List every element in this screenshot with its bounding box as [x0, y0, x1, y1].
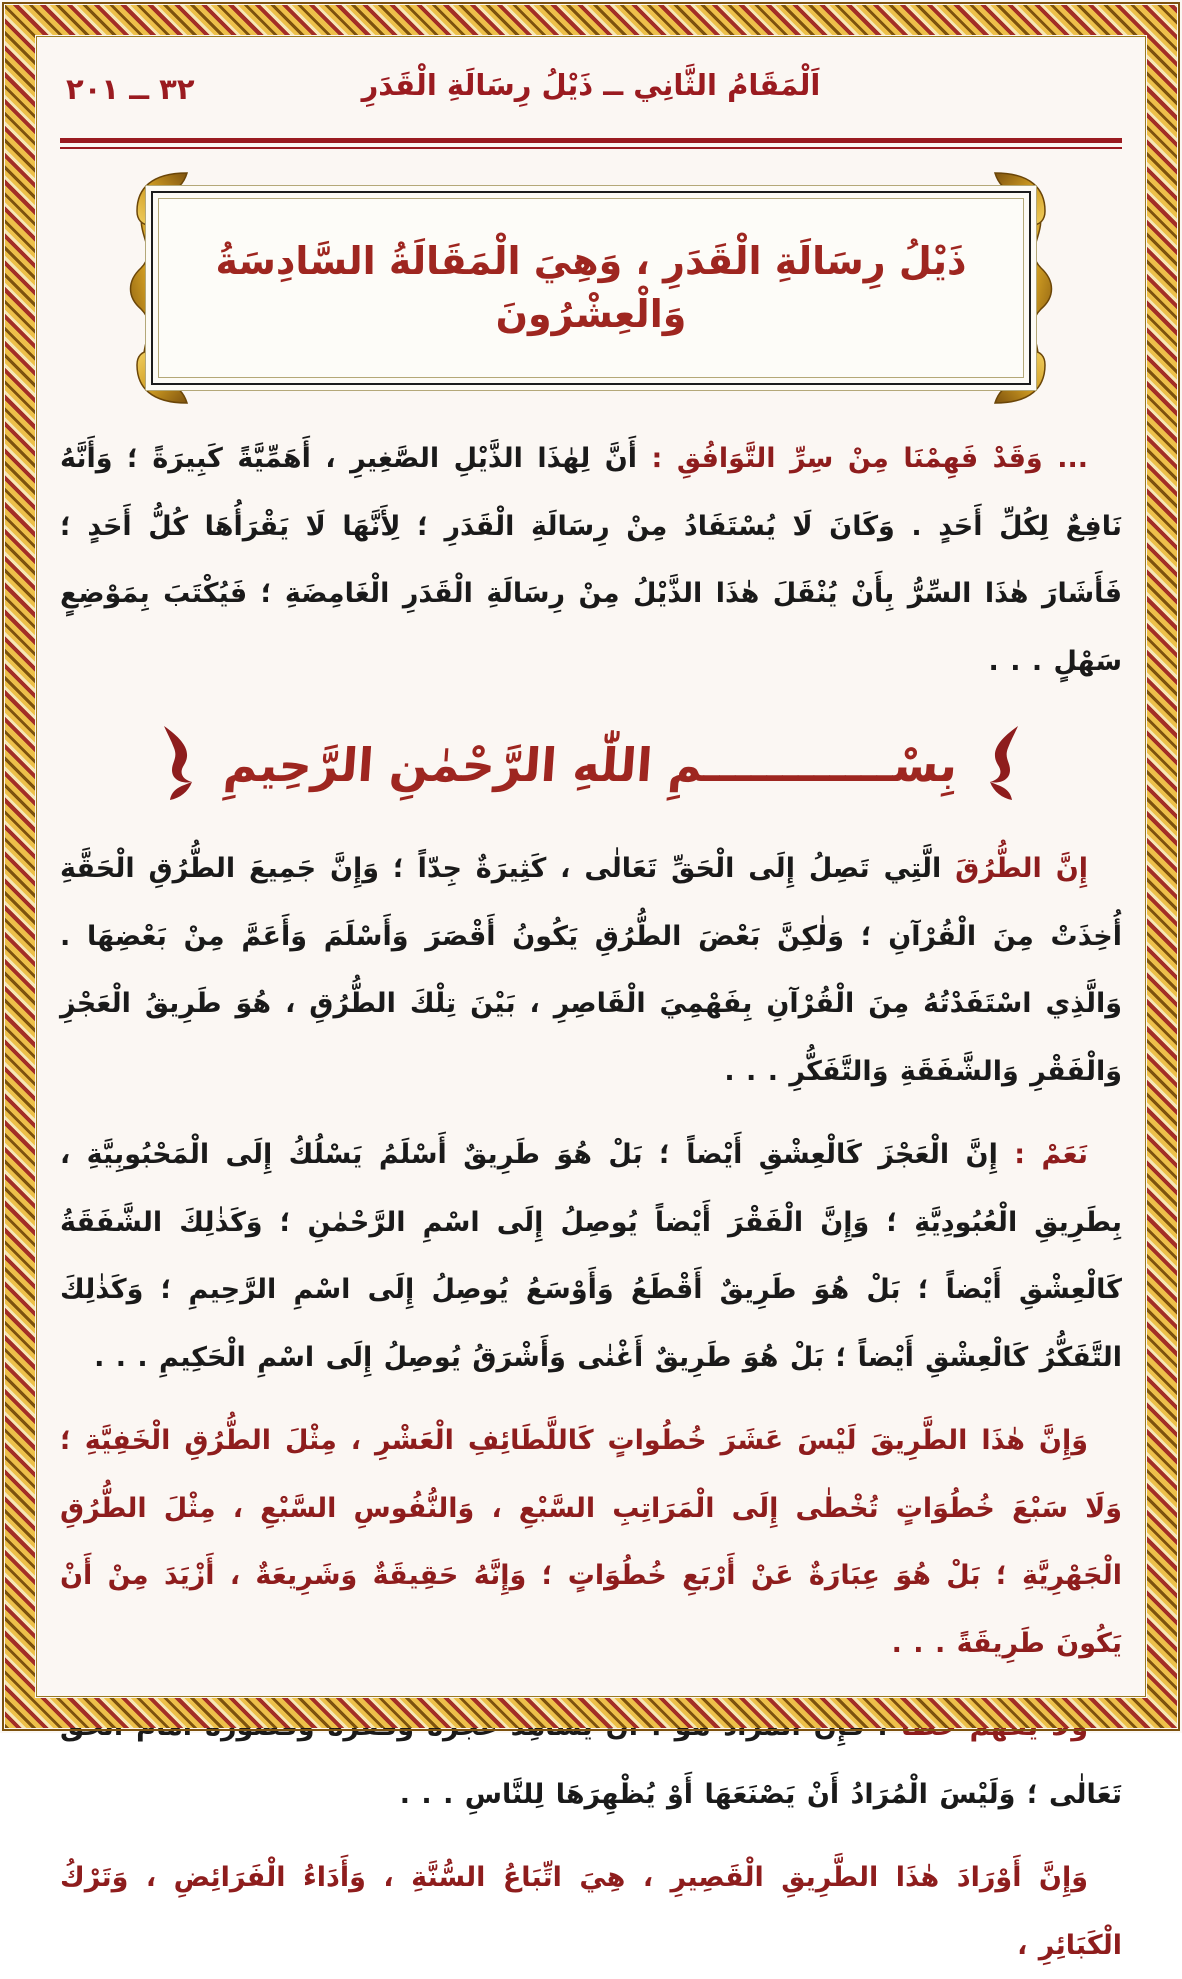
paragraph-4 [60, 1407, 1122, 1677]
paragraph-2-red-lead: إِنَّ الطُّرُقَ [941, 853, 1088, 885]
running-title: اَلْمَقَامُ الثَّانِي ــ ذَيْلُ رِسَالَةِ الْقَدَرِ [361, 68, 821, 102]
header-rule [60, 138, 1122, 149]
paragraph-1-body: أَنَّ لِهٰذَا الذَّيْلِ الصَّغِيرِ ، أَهَمِّيَّةً كَبِيرَةً ؛ وَأَنَّهُ نَافِعٌ لِكُلِّ أَحَدٍ . وَكَانَ لَا يُسْتَفَادُ مِنْ رِسَالَةِ الْقَدَرِ ؛ لِأَنَّهَا لَا يَقْرَأُهَا كُلُّ أَحَدٍ ؛ فَأَشَارَ هٰذَا السِّرُّ بِأَنْ يُنْقَلَ هٰذَا الذَّيْلُ مِنْ رِسَالَةِ الْقَدَرِ الْغَامِضَةِ ؛ فَيُكْتَبَ بِمَوْضِعٍ سَهْلٍ . . . [60, 443, 1122, 677]
paragraph-5-body: ، فَإِنَّ الْمُرَادَ هُوَ : أَنْ يُشَاهِدَ عَجْزَهُ وَفَقْرَهُ وَقُصُورَهُ أَمَامَ الْحَقِّ تَعَالٰى ؛ وَلَيْسَ الْمُرَادُ أَنْ يَصْنَعَهَا أَوْ يُظْهِرَهَا لِلنَّاسِ . . . [60, 1711, 1122, 1810]
paragraph-3-red-lead: نَعَمْ : [997, 1139, 1088, 1171]
paragraph-3-body: إِنَّ الْعَجْزَ كَالْعِشْقِ أَيْضاً ؛ بَلْ هُوَ طَرِيقٌ أَسْلَمُ يَسْلُكُ إِلَى الْمَحْبُوبِيَّةِ ، بِطَرِيقِ الْعُبُودِيَّةِ ؛ وَإِنَّ الْفَقْرَ أَيْضاً يُوصِلُ إِلَى اسْمِ الرَّحْمٰنِ ؛ وَكَذٰلِكَ الشَّفَقَةُ كَالْعِشْقِ أَيْضاً ؛ بَلْ هُوَ طَرِيقٌ أَقْطَعُ وَأَوْسَعُ يُوصِلُ إِلَى اسْمِ الرَّحِيمِ ؛ وَكَذٰلِكَ التَّفَكُّرُ كَالْعِشْقِ أَيْضاً ؛ بَلْ هُوَ طَرِيقٌ أَغْنٰى وَأَشْرَقُ يُوصِلُ إِلَى اسْمِ الْحَكِيمِ . . . [60, 1139, 1122, 1373]
paragraph-6-body: وَإِنَّ أَوْرَادَ هٰذَا الطَّرِيقِ الْقَصِيرِ ، هِيَ اتِّبَاعُ السُّنَّةِ ، وَأَدَاءُ الْفَرَائِضِ ، وَتَرْكُ الْكَبَائِرِ ، [60, 1862, 1122, 1961]
paragraph-1-red-lead: ... وَقَدْ فَهِمْنَا مِنْ سِرِّ التَّوَافُقِ : [637, 443, 1088, 475]
basmala [60, 711, 1122, 819]
basmala-text: بِسْــــــــــــمِ اللّٰهِ الرَّحْمٰنِ الرَّحِيمِ [222, 738, 960, 793]
paragraph-5-red-lead: وَلَا يُفْهَمْ خَطَأً [887, 1711, 1088, 1743]
paragraph-5 [60, 1693, 1122, 1828]
paragraph-4-body: وَإِنَّ هٰذَا الطَّرِيقَ لَيْسَ عَشَرَ خُطُواتٍ كَاللَّطَائِفِ الْعَشْرِ ، مِثْلَ الطُّرُقِ الْخَفِيَّةِ ؛ وَلَا سَبْعَ خُطُوَاتٍ تُخْطٰى إِلَى الْمَرَاتِبِ السَّبْعِ ، وَالنُّفُوسِ السَّبْعِ ، مِثْلَ الطُّرُقِ الْجَهْرِيَّةِ ؛ بَلْ هُوَ عِبَارَةٌ عَنْ أَرْبَعِ خُطُوَاتٍ ؛ وَإِنَّهُ حَقِيقَةٌ وَشَرِيعَةٌ ، أَزْيَدَ مِنْ أَنْ يَكُونَ طَرِيقَةً . . . [60, 1425, 1122, 1659]
floral-bracket-icon [158, 726, 198, 804]
chapter-title-box [151, 191, 1031, 385]
chapter-title-frame [151, 191, 1031, 385]
page-content [60, 46, 1122, 1961]
page-header [60, 68, 1122, 130]
chapter-title: ذَيْلُ رِسَالَةِ الْقَدَرِ ، وَهِيَ الْمَقَالَةُ السَّادِسَةُ وَالْعِشْرُونَ [215, 239, 967, 337]
paragraph-3 [60, 1121, 1122, 1391]
floral-bracket-icon [984, 726, 1024, 804]
page-number: ٣٢ ــ ٢٠١ [66, 72, 195, 106]
paragraph-6 [60, 1844, 1122, 1979]
paragraph-1 [60, 425, 1122, 695]
paragraph-2 [60, 835, 1122, 1105]
paragraph-2-body: الَّتِي تَصِلُ إِلَى الْحَقِّ تَعَالٰى ، كَثِيرَةٌ جِدّاً ؛ وَإِنَّ جَمِيعَ الطُّرُقِ الْحَقَّةِ أُخِذَتْ مِنَ الْقُرْآنِ ؛ وَلٰكِنَّ بَعْضَ الطُّرُقِ يَكُونُ أَقْصَرَ وَأَسْلَمَ وَأَعَمَّ مِنْ بَعْضِهَا . وَالَّذِي اسْتَفَدْتُهُ مِنَ الْقُرْآنِ بِفَهْمِيَ الْقَاصِرِ ، بَيْنَ تِلْكَ الطُّرُقِ ، هُوَ طَرِيقُ الْعَجْزِ وَالْفَقْرِ وَالشَّفَقَةِ وَالتَّفَكُّرِ . . . [60, 853, 1122, 1087]
